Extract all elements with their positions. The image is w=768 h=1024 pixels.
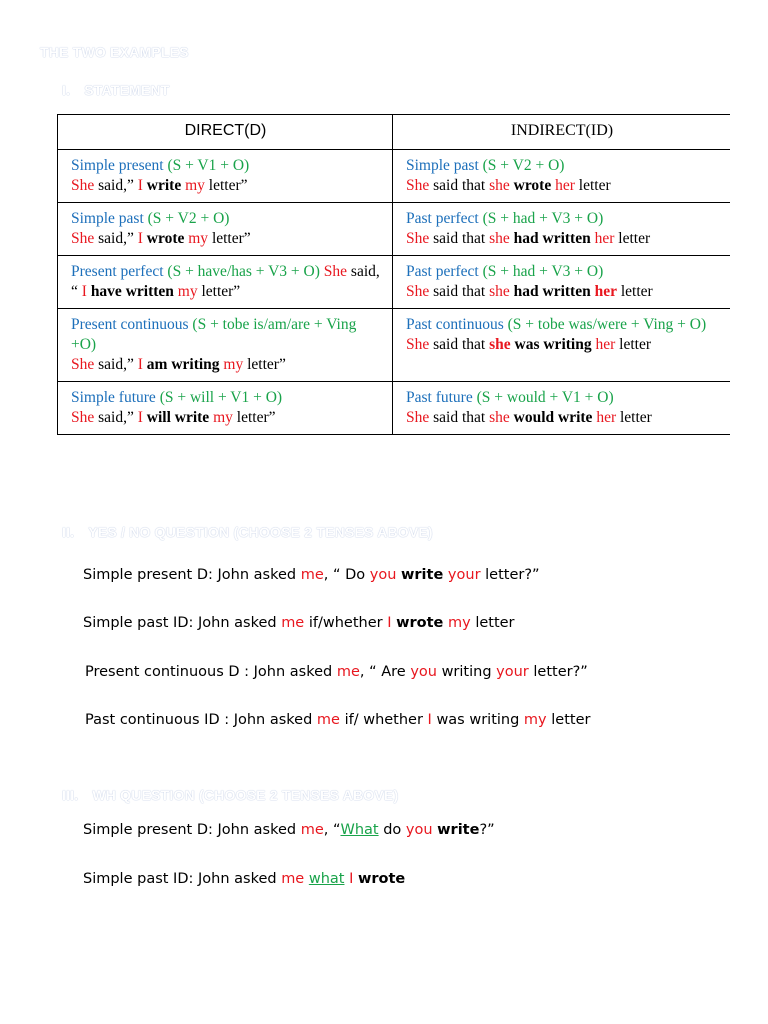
word: she xyxy=(489,409,510,426)
word: her xyxy=(555,177,575,194)
direct-cell xyxy=(58,150,393,203)
word: letter” xyxy=(211,230,251,247)
text: letter xyxy=(475,615,515,631)
text: what xyxy=(308,871,345,887)
text: letter?” xyxy=(485,567,540,583)
word: She xyxy=(406,409,430,426)
text: do xyxy=(383,822,402,838)
direct-cell xyxy=(58,203,393,256)
word: am writing xyxy=(146,356,220,373)
word: She xyxy=(71,409,95,426)
word: would write xyxy=(513,409,593,426)
word: I xyxy=(81,283,87,300)
word: write xyxy=(146,177,182,194)
text: if/whether xyxy=(308,615,383,631)
tense-conversion-table xyxy=(57,114,730,435)
text: your xyxy=(496,664,529,680)
text: was writing xyxy=(436,712,520,728)
word: my xyxy=(177,283,198,300)
direct-cell xyxy=(58,382,393,435)
word: I xyxy=(137,230,143,247)
tense-name: Past continuous xyxy=(406,316,504,333)
word: letter” xyxy=(247,356,286,373)
indirect-cell xyxy=(393,382,731,435)
word: She xyxy=(71,230,95,247)
table-row xyxy=(58,309,731,382)
word: she xyxy=(489,336,511,353)
tense-name: Simple past xyxy=(71,210,144,227)
word: said,” xyxy=(98,230,134,247)
word: said that xyxy=(433,177,486,194)
word: my xyxy=(213,409,233,426)
section-number: III. xyxy=(62,787,79,803)
tense-formula: (S + have/has + V3 + O) xyxy=(167,263,320,280)
text: letter?” xyxy=(533,664,588,680)
word: was writing xyxy=(514,336,592,353)
word: said,” xyxy=(98,409,134,426)
word: she xyxy=(489,177,510,194)
tense-formula: (S + V2 + O) xyxy=(482,157,565,174)
word: her xyxy=(595,336,616,353)
wh-example-1 xyxy=(83,822,495,838)
section-title: STATEMENT xyxy=(84,82,170,98)
word: letter xyxy=(618,230,651,247)
document-title: THE TWO EXAMPLES xyxy=(40,44,189,60)
table-row xyxy=(58,382,731,435)
text: Simple past ID: John asked xyxy=(83,871,277,887)
indirect-cell xyxy=(393,150,731,203)
word: She xyxy=(71,356,95,373)
section-heading-wh xyxy=(62,787,398,803)
word: letter xyxy=(619,409,652,426)
word: had written xyxy=(513,230,591,247)
word: She xyxy=(406,283,430,300)
yes-no-example-3 xyxy=(85,664,588,680)
text: my xyxy=(523,712,547,728)
text: you xyxy=(405,822,433,838)
word: letter” xyxy=(236,409,276,426)
word: letter xyxy=(620,283,653,300)
indirect-cell xyxy=(393,203,731,256)
text: me xyxy=(336,664,360,680)
word: my xyxy=(188,230,209,247)
text: I xyxy=(387,615,392,631)
text: letter xyxy=(551,712,591,728)
direct-cell xyxy=(58,309,393,382)
wh-example-2 xyxy=(83,871,405,887)
text: me xyxy=(300,567,324,583)
table-row xyxy=(58,203,731,256)
word: her xyxy=(596,409,617,426)
word: letter xyxy=(578,177,611,194)
word: had written xyxy=(513,283,591,300)
text: your xyxy=(447,567,481,583)
tense-name: Simple future xyxy=(71,389,156,406)
table-row xyxy=(58,150,731,203)
tense-formula: (S + had + V3 + O) xyxy=(482,263,604,280)
word: said that xyxy=(433,283,486,300)
text: , “ Do xyxy=(323,567,366,583)
text: you xyxy=(410,664,437,680)
header-indirect: INDIRECT(ID) xyxy=(393,115,731,150)
tense-name: Simple present xyxy=(71,157,164,174)
tense-formula: (S + tobe was/were + Ving + O) xyxy=(507,316,707,333)
yes-no-example-2 xyxy=(83,615,515,631)
word: letter xyxy=(619,336,651,353)
tense-name: Present continuous xyxy=(71,316,189,333)
word: her xyxy=(594,283,617,300)
text: ?” xyxy=(479,822,495,838)
tense-formula: (S + V2 + O) xyxy=(147,210,230,227)
tense-name: Past perfect xyxy=(406,263,479,280)
header-direct: DIRECT(D) xyxy=(58,115,393,150)
text: wrote xyxy=(396,615,444,631)
word: my xyxy=(185,177,205,194)
word: wrote xyxy=(513,177,552,194)
section-title: YES / NO QUESTION (CHOOSE 2 TENSES ABOVE) xyxy=(88,524,433,540)
text: Simple present D: John asked xyxy=(83,567,297,583)
word: she xyxy=(489,230,510,247)
section-title: WH QUESTION (CHOOSE 2 TENSES ABOVE) xyxy=(92,787,399,803)
word: said, “ xyxy=(71,263,380,300)
tense-name: Simple past xyxy=(406,157,479,174)
word: I xyxy=(137,177,143,194)
word: said that xyxy=(433,409,486,426)
section-number: I. xyxy=(62,82,71,98)
text: writing xyxy=(441,664,492,680)
word: said that xyxy=(433,230,486,247)
text: me xyxy=(281,615,305,631)
word: said that xyxy=(433,336,486,353)
tense-formula: (S + would + V1 + O) xyxy=(476,389,614,406)
section-heading-yes-no xyxy=(62,524,433,540)
yes-no-example-1 xyxy=(83,567,540,583)
word: I xyxy=(137,356,143,373)
tense-name: Present perfect xyxy=(71,263,164,280)
word: she xyxy=(489,283,510,300)
tense-name: Past perfect xyxy=(406,210,479,227)
text: write xyxy=(437,822,480,838)
text: me xyxy=(281,871,305,887)
word: letter” xyxy=(201,283,241,300)
text: , “ xyxy=(323,822,341,838)
text: Simple past ID: John asked xyxy=(83,615,277,631)
word: She xyxy=(406,230,430,247)
word: my xyxy=(223,356,244,373)
text: What xyxy=(340,822,379,838)
word: said,” xyxy=(98,356,134,373)
tense-formula: (S + had + V3 + O) xyxy=(482,210,604,227)
word: I xyxy=(137,409,143,426)
word: She xyxy=(323,263,348,280)
tense-formula: (S + will + V1 + O) xyxy=(159,389,283,406)
word: She xyxy=(406,336,430,353)
direct-cell xyxy=(58,256,393,309)
text: , “ Are xyxy=(359,664,406,680)
text: I xyxy=(349,871,354,887)
text: Simple present D: John asked xyxy=(83,822,297,838)
text: write xyxy=(401,567,444,583)
tense-formula: (S + tobe is/am/are + Ving +O) xyxy=(71,316,357,353)
table-header-row xyxy=(58,115,731,150)
word: She xyxy=(71,177,95,194)
text: my xyxy=(447,615,471,631)
section-number: II. xyxy=(62,524,75,540)
text: you xyxy=(369,567,397,583)
text: me xyxy=(316,712,340,728)
text: if/ whether xyxy=(344,712,423,728)
word: have written xyxy=(90,283,174,300)
tense-name: Past future xyxy=(406,389,473,406)
word: her xyxy=(594,230,615,247)
word: letter” xyxy=(208,177,248,194)
text: Present continuous D : John asked xyxy=(85,664,333,680)
word: She xyxy=(406,177,430,194)
text: wrote xyxy=(357,871,406,887)
section-heading-statement xyxy=(62,82,169,98)
yes-no-example-4 xyxy=(85,712,590,728)
word: said,” xyxy=(98,177,134,194)
text: me xyxy=(300,822,324,838)
text: I xyxy=(427,712,432,728)
indirect-cell xyxy=(393,309,731,382)
text: Past continuous ID : John asked xyxy=(85,712,313,728)
word: will write xyxy=(146,409,210,426)
word: wrote xyxy=(146,230,185,247)
indirect-cell xyxy=(393,256,731,309)
tense-formula: (S + V1 + O) xyxy=(167,157,250,174)
table-row xyxy=(58,256,731,309)
